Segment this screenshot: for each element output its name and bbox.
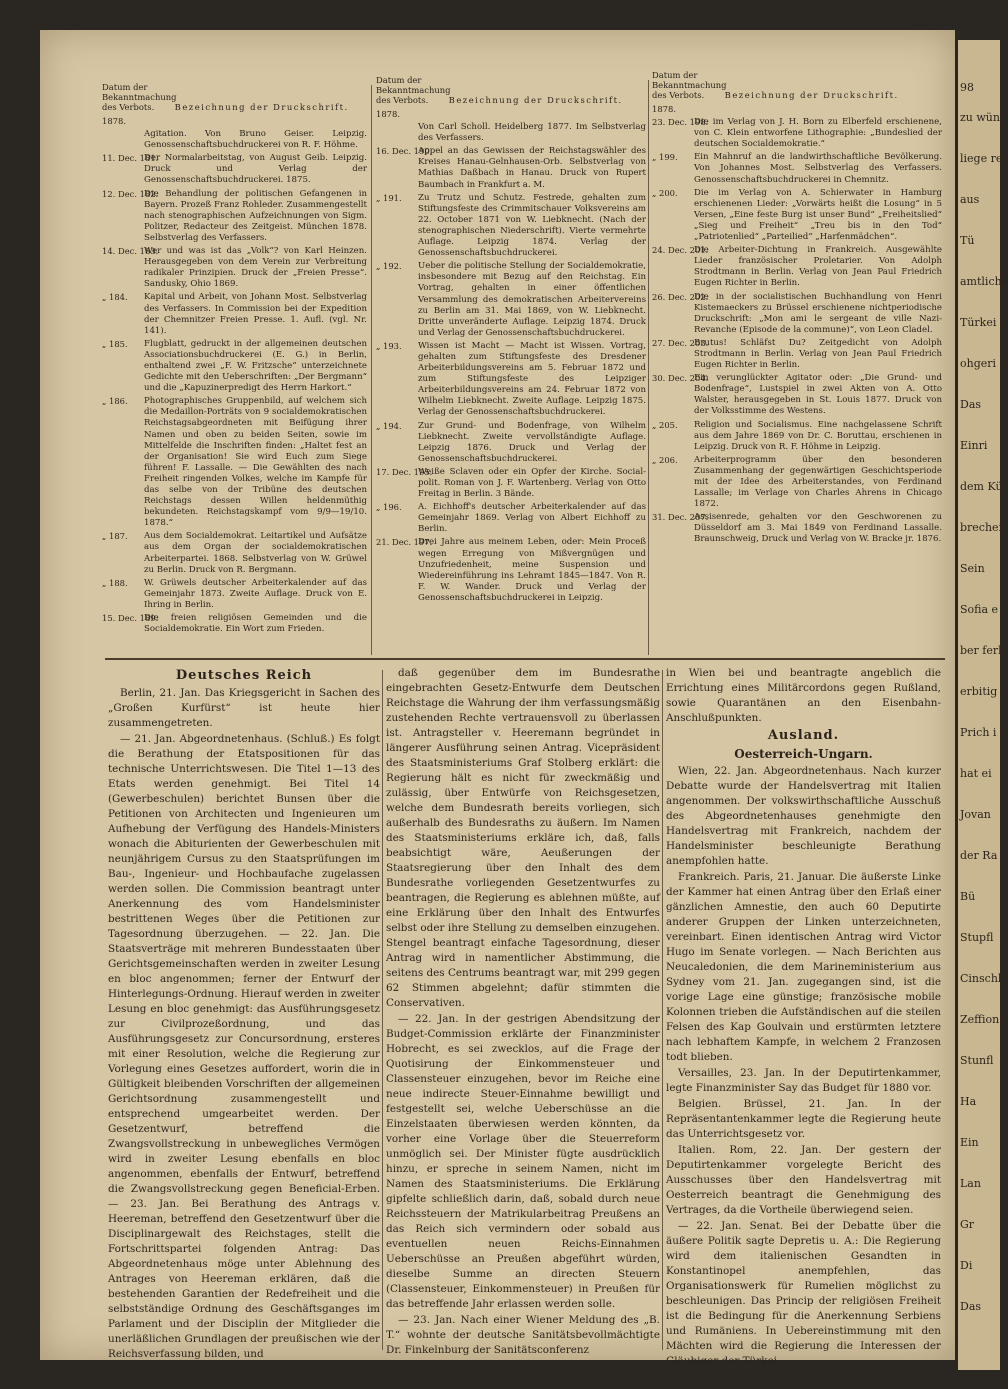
- ban-title: Von Carl Scholl. Heidelberg 1877. Im Selbstverlag des Verfassers.: [418, 122, 646, 144]
- ban-entry: [102, 396, 367, 529]
- title-label: Bezeichnung der Druckschrift.: [448, 95, 623, 105]
- ban-date: „ 188.: [102, 577, 128, 588]
- strip-fragment: Di: [960, 1259, 973, 1272]
- ban-date: 30. Dec. 204.: [652, 373, 709, 384]
- title-label: Bezeichnung der Druckschrift.: [724, 90, 899, 100]
- ban-table-col3: [652, 70, 942, 548]
- ban-date: 11. Dec. 181.: [102, 153, 159, 164]
- ban-date: „ 187.: [102, 531, 128, 542]
- ban-title: Die in der socialistischen Buchhandlung von Henri Kistemaeckers zu Brüssel erschienene nichtperiodische Druckschrift: „Mon ami le sergeant de ville Nazi-Revanche (Episode de la commune)“, von Leon Cladel.: [694, 291, 942, 335]
- ban-entry: [652, 245, 942, 289]
- ban-title: Aus dem Socialdemokrat. Leitartikel und Aufsätze aus dem Organ der socialdemokratischen Arbeiterpartei. 1868. Selbstverlag von W. Grüwel zu Berlin. Druck von R. Bergmann.: [144, 531, 367, 575]
- strip-fragment: Sofia e: [960, 603, 999, 616]
- column-rule: [371, 85, 372, 655]
- heading-ausland: Ausland.: [767, 728, 840, 743]
- strip-fragment: erbitig: [960, 685, 998, 698]
- ban-entry: [376, 122, 646, 144]
- ban-date: „ 192.: [376, 261, 402, 272]
- ban-date: [102, 129, 144, 151]
- date-label: Datum der Bekanntmachung des Verbots.: [102, 82, 177, 112]
- strip-fragment: Cinschl: [960, 972, 1002, 985]
- ban-table-col2: [376, 75, 646, 606]
- strip-fragment: Prich i: [960, 726, 997, 739]
- ban-entry: [102, 578, 367, 611]
- strip-fragment: aus: [960, 193, 980, 206]
- ban-entry: [102, 129, 367, 151]
- ban-title: Drei Jahre aus meinem Leben, oder: Mein Proceß wegen Erregung von Mißvergnügen und Unzufriedenheit, meine Suspension und Wiedereinführung ins Lehramt 1845—1847. Von R. F. W. Wander. Druck und Verlag der Genossenschaftsbuchdruckerei in Leipzig.: [418, 537, 646, 603]
- ban-title: Die im Verlag von A. Schierwater in Hamburg erschienenen Lieder: „Vorwärts heißt die Losung“ in 5 Versen, „Eine feste Burg ist unser Bund“ „Freiheitslied“ „Sieg und Freiheit“ „Treu bis in den Tod“ „Patriotenlied“ „Parteilied“ „Harfenmädchen“.: [694, 187, 942, 243]
- strip-fragment: ber ferl: [960, 644, 1002, 657]
- strip-fragment: Das: [960, 1300, 982, 1313]
- ban-date: „ 193.: [376, 340, 402, 351]
- ban-date: 14. Dec. 183.: [102, 246, 159, 257]
- ban-entry: [102, 613, 367, 635]
- strip-fragment: hat ei: [960, 767, 992, 780]
- news-paragraph: Versailles, 23. Jan. In der Deputirtenkammer, legte Finanzminister Say das Budget für 1880 vor.: [666, 1067, 941, 1094]
- ban-entry: [652, 152, 942, 185]
- ban-entry: [652, 455, 942, 510]
- ban-entry: [652, 420, 942, 453]
- ban-date: 24. Dec. 201.: [652, 245, 709, 256]
- ban-title: Die Arbeiter-Dichtung in Frankreich. Ausgewählte Lieder französischer Proletarier. Von Adolph Strodtmann in Berlin. Verlag von Jean Paul Friedrich Eugen Richter in Berlin.: [694, 245, 942, 289]
- ban-title: W. Grüwels deutscher Arbeiterkalender auf das Gemeinjahr 1873. Zweite Auflage. Druck von E. Ihring in Berlin.: [144, 577, 367, 610]
- table-header: [102, 82, 367, 112]
- strip-fragment: Ha: [960, 1095, 977, 1108]
- ban-title: Ein verunglückter Agitator oder: „Die Grund- und Bodenfrage“, Lustspiel in zwei Akten von A. Otto Walster, herausgegeben in St. Louis 1877. Druck von der Volksstimme des Westens.: [694, 373, 942, 417]
- ban-title: Die Behandlung der politischen Gefangenen in Bayern. Prozeß Franz Rohleder. Zusammengestellt nach stenographischen Aufzeichnungen von Sigm. Politzer, Redacteur des Zeitgeist. München 1878. Selbstverlag des Verfassers.: [144, 188, 367, 243]
- ban-date: 21. Dec. 197.: [376, 537, 433, 548]
- ban-date: [376, 122, 418, 144]
- ban-date: 31. Dec. 207.: [652, 512, 709, 523]
- title-label: Bezeichnung der Druckschrift.: [174, 102, 349, 112]
- ban-title: Ueber die politische Stellung der Socialdemokratie, insbesondere mit Bezug auf den Reichstag. Ein Vortrag, gehalten in einer öffentlichen Versammlung des demokratischen Arbeitervereins zu Berlin am 31. Mai 1869, von W. Liebknecht. Dritte unveränderte Auflage. Leipzig 1874. Druck und Verlag der Genossenschaftsbuchdruckerei.: [418, 261, 646, 338]
- ban-date: 15. Dec. 189.: [102, 613, 159, 624]
- ban-date: „ 194.: [376, 420, 402, 431]
- ban-title: Zu Trutz und Schutz. Festrede, gehalten zum Stiftungsfeste des Crimmitschauer Volksvereins am 22. October 1871 von W. Liebknecht. (Nach der stenographischen Niederschrift). Vierte vermehrte Auflage. Leipzig 1874. Verlag der Genossenschaftsbuchdruckerei.: [418, 192, 646, 259]
- heading-deutsches-reich: Deutsches Reich: [175, 668, 313, 683]
- ban-table-col1: [102, 82, 367, 637]
- ban-title: Photographisches Gruppenbild, auf welchem sich die Medaillon-Porträts von 9 socialdemokratischen Reichstagsabgeordneten mit Beifügung ihrer Namen und oben zu beiden Seiten, sowie im Mittelfelde die Inschriften finden: „Haltet fest an der Organisation! Sie wird Euch zum Siege führen! F. Lassalle. — Die Gewählten des nach Freiheit ringenden Volkes, welche im Kampfe für das selbe von der Tribüne des deutschen Reichstags dessen Willen heldenmüthig bekundeten. Reichstagskampf vom 9/9—19/10. 1878.“: [144, 396, 367, 529]
- column-rule: [648, 80, 649, 655]
- strip-fragment: Sein: [960, 562, 985, 575]
- table-header: [652, 70, 942, 100]
- strip-fragment: dem Kü: [960, 480, 1003, 493]
- ban-date: 26. Dec. 202.: [652, 291, 709, 302]
- ban-date: 17. Dec. 195.: [376, 466, 433, 477]
- ban-title: Wer und was ist das „Volk“? von Karl Heinzen. Herausgegeben von dem Verein zur Verbreitung radikaler Prinzipien. Druck der „Freien Presse“. Sandusky, Ohio 1869.: [144, 246, 367, 290]
- ban-entry: [102, 153, 367, 186]
- news-paragraph: Italien. Rom, 22. Jan. Der gestern der Deputirtenkammer vorgelegte Bericht des Ausschusses über den Handelsvertrag mit Oesterreich beantragt die Genehmigung des Vertrages, da die Vortheile überwiegend seien.: [666, 1144, 941, 1216]
- news-paragraph: Belgien. Brüssel, 21. Jan. In der Repräsentantenkammer legte die Regierung heute das Unterrichtsgesetz vor.: [666, 1098, 941, 1140]
- ban-title: Agitation. Von Bruno Geiser. Leipzig. Genossenschaftsbuchdruckerei von R. F. Höhme.: [144, 129, 367, 151]
- strip-fragment: Stunfl: [960, 1054, 994, 1067]
- ban-date: „ 185.: [102, 338, 128, 349]
- ban-date: 27. Dec. 203.: [652, 337, 709, 348]
- ban-entry: [102, 339, 367, 394]
- ban-date: „ 205.: [652, 419, 678, 430]
- ban-entry: [102, 246, 367, 290]
- ban-title: Brutus! Schläfst Du? Zeitgedicht von Adolph Strodtmann in Berlin. Verlag von Jean Paul Friedrich Eugen Richter in Berlin.: [694, 337, 942, 371]
- news-paragraph: — 23. Jan. Nach einer Wiener Meldung des „B. T.“ wohnte der deutsche Sanitätsbevollmächtigte Dr. Finkelnburg der Sanitätsconferenz: [386, 1314, 660, 1356]
- strip-fragment: amtliche: [960, 275, 1008, 288]
- news-paragraph: Wien, 22. Jan. Abgeordnetenhaus. Nach kurzer Debatte wurde der Handelsvertrag mit Italien angenommen. Der volkswirthschaftliche Ausschuß des Abgeordnetenhauses genehmigte den Handelsvertrag mit Frankreich, nachdem der Handelsminister beschleunigte Berathung anempfohlen hatte.: [666, 765, 941, 867]
- ban-title: Arbeiterprogramm über den besonderen Zusammenhang der gegenwärtigen Geschichtsperiode mit der Idee des Arbeiterstandes, von Ferdinand Lassalle; im Verlage von Charles Ahrens in Chicago 1872.: [694, 454, 942, 510]
- adjacent-page-strip: [958, 40, 1008, 1370]
- ban-entry: [652, 338, 942, 371]
- ban-title: Flugblatt, gedruckt in der allgemeinen deutschen Associationsbuchdruckerei (E. G.) in Berlin, enthaltend zwei „F. W. Fritzsche“ unterzeichnete Gedichte mit den Ueberschriften: „Der Bergmann“ und die „Kapuzinerpredigt des Herrn Harkort.“: [144, 338, 367, 394]
- ban-title: Kapital und Arbeit, von Johann Most. Selbstverlag des Verfassers. In Commission bei der Expedition der Chemnitzer Freien Presse. 1. Aufl. (vgl. Nr. 141).: [144, 292, 367, 336]
- ban-entry: [102, 189, 367, 244]
- year-label: 1878.: [652, 104, 676, 114]
- ban-title: Weiße Sclaven oder ein Opfer der Kirche. Social-polit. Roman von J. F. Wartenberg. Verlag von Otto Freitag in Berlin. 3 Bände.: [418, 466, 646, 500]
- strip-fragment: Ein: [960, 1136, 979, 1149]
- strip-fragment: Lan: [960, 1177, 981, 1190]
- col3-intro: in Wien bei und beantragte angeblich die Errichtung eines Militärcordons gegen Rußland, sowie Quarantänen an den Eisenbahn-Anschlußpunkten.: [666, 667, 941, 724]
- strip-fragment: Türkei: [960, 316, 997, 329]
- ban-date: „ 206.: [652, 454, 678, 465]
- ban-title: Der Normalarbeitstag, von August Geib. Leipzig. Druck und Verlag der Genossenschaftsbuchdruckerei. 1875.: [144, 153, 367, 186]
- ban-entry: [376, 261, 646, 339]
- column-rule: [382, 670, 383, 1350]
- ban-entry: [376, 341, 646, 419]
- strip-fragment: Das: [960, 398, 982, 411]
- ban-entry: [102, 292, 367, 336]
- date-label: Datum der Bekanntmachung des Verbots.: [376, 75, 451, 105]
- ban-entry: [652, 512, 942, 545]
- ban-entry: [376, 421, 646, 465]
- strip-fragment: brechei: [960, 521, 1003, 534]
- ban-title: Assisenrede, gehalten vor den Geschworenen zu Düsseldorf am 3. Mai 1849 von Ferdinand Lassalle. Braunschweig, Druck und Verlag von W. Bracke jr. 1876.: [694, 512, 942, 545]
- ban-title: A. Eichhoff's deutscher Arbeiterkalender auf das Gemeinjahr 1869. Verlag von Albert Eichhoff zu Berlin.: [418, 502, 646, 535]
- ban-entry: [102, 531, 367, 575]
- news-col2: [386, 666, 660, 1359]
- news-paragraph: Berlin, 21. Jan. Das Kriegsgericht in Sachen des „Großen Kurfürst“ ist heute hier zusammengetreten.: [108, 687, 380, 729]
- ban-entry: [376, 537, 646, 604]
- news-paragraph: daß gegenüber dem im Bundesrathe eingebrachten Gesetz-Entwurfe dem Deutschen Reichstage die Wahrung der ihm verfassungsmäßig zustehenden Rechte vertrauensvoll zu überlassen ist. Antragsteller v. Heeremann begründet in längerer Ausführung seinen Antrag. Vicepräsident des Staatsministeriums Graf Stolberg erklärt: die Regierung hält es nicht für zweckmäßig und zulässig, über Entwürfe von Reichsgesetzen, welche dem Bundesrath bereits vorliegen, sich außerhalb des Bundesraths zu äußern. Im Namen des Staatsministeriums erkläre ich, daß, falls beabsichtigt wäre, Aeußerungen der Staatsregierung über den Inhalt des dem Bundesrathe vorliegenden Gesetzentwurfes zu beantragen, die Regierung es ablehnen müßte, auf eine Erklärung über den Inhalt des Entwurfes selbst oder ihre Stellung zu demselben einzugehen. Stengel beantragt einfache Tagesordnung, dieser Antrag wird in namentlicher Abstimmung, die seitens des Centrums beantragt war, mit 299 gegen 62 Stimmen abgelehnt; dafür stimmten die Conservativen.: [386, 667, 660, 1009]
- ban-date: 16. Dec. 190.: [376, 146, 433, 157]
- ban-date: „ 196.: [376, 502, 402, 513]
- strip-fragment: Stupfl: [960, 931, 994, 944]
- ban-date: „ 184.: [102, 292, 128, 303]
- strip-fragment: Gr: [960, 1218, 975, 1231]
- news-col1: [108, 666, 380, 1363]
- ban-entry: [652, 373, 942, 417]
- ban-title: Die freien religiösen Gemeinden und die Socialdemokratie. Ein Wort zum Frieden.: [144, 613, 367, 635]
- ban-date: „ 200.: [652, 187, 678, 198]
- ban-entry: [376, 502, 646, 535]
- strip-fragment: Jovan: [960, 808, 991, 821]
- news-paragraph: — 22. Jan. In der gestrigen Abendsitzung der Budget-Commission erklärte der Finanzminister Hobrecht, es sei zwecklos, auf die Frage der Quotisirung der Einkommensteuer und Classensteuer einzugehen, bevor im Reiche eine neue indirecte Steuer-Einnahme bewilligt und festgestellt sei, welche Ueberschüsse an die Einzelstaaten überwiesen werden könnten, da vorher eine Vorlage über die Steuerreform unmöglich sei. Der Minister fügte ausdrücklich hinzu, er spreche in seinem Namen, nicht im Namen des Staatsministeriums. Die Erklärung gipfelte schließlich darin, daß, sobald durch neue Reichssteuern der Matrikularbeitrag Preußens an das Reich sich vermindern oder sobald aus eventuellen neuen Reichs-Einnahmen Ueberschüsse an Preußen abgeführt würden, dieselbe Summe an directen Steuern (Classensteuer, Einkommensteuer) in Preußen für das betreffende Jahr erlassen werden solle.: [386, 1013, 660, 1310]
- news-paragraph: — 22. Jan. Senat. Bei der Debatte über die äußere Politik sagte Depretis u. A.: Die Regierung wird dem italienischen Gesandten in Konstantinopel anempfehlen, das Organisationswerk für Rumelien möglichst zu beschleunigen. Das Princip der religiösen Freiheit ist die Bedingung für die Anerkennung Serbiens und Rumäniens. In Uebereinstimmung mit den Mächten wird die Regierung die Interessen der Gläubiger der Türkei: [666, 1220, 941, 1367]
- strip-fragment: Bü: [960, 890, 976, 903]
- news-paragraph: Frankreich. Paris, 21. Januar. Die äußerste Linke der Kammer hat einen Antrag über den Erlaß einer gänzlichen Amnestie, den auch 60 Deputirte anderer Gruppen der Linken unterzeichneten, vereinbart. Einen identischen Antrag wird Victor Hugo im Senate vorlegen. — Nach Berichten aus Neucaledonien, die dem Marineministerium aus Sydney vom 21. Jan. zugegangen sind, ist die vorige Lage eine günstige; französische mobile Kolonnen trieben die Aufständischen auf die steilen Felsen des Kap Goulvain und erstürmten letztere nach lebhaftem Kampfe, in welchem 2 Franzosen todt blieben.: [666, 871, 941, 1063]
- ban-date: „ 186.: [102, 396, 128, 407]
- newspaper-page: [40, 30, 955, 1367]
- ban-title: Zur Grund- und Bodenfrage, von Wilhelm Liebknecht. Zweite vervollständigte Auflage. Leipzig 1876. Druck und Verlag der Genossenschaftsbuchdruckerei.: [418, 420, 646, 464]
- ban-title: Wissen ist Macht — Macht ist Wissen. Vortrag, gehalten zum Stiftungsfeste des Dresdener Arbeiterbildungsvereins am 5. Februar 1872 und zum Stiftungsfeste des Leipziger Arbeiterbildungsvereins am 24. Februar 1872 von Wilhelm Liebknecht. Zweite Auflage. Leipzig 1875. Verlag der Genossenschaftsbuchdruckerei.: [418, 340, 646, 418]
- news-col3: [666, 666, 941, 1370]
- ban-title: Appel an das Gewissen der Reichstagswähler des Kreises Hanau-Gelnhausen-Orb. Selbstverlag von Mathias Daßbach in Hanau. Druck von Rupert Baumbach in Frankfurt a. M.: [418, 146, 646, 190]
- year-label: 1878.: [102, 116, 126, 126]
- ban-date: 23. Dec. 198.: [652, 117, 709, 128]
- ban-entry: [376, 467, 646, 500]
- ban-entry: [376, 146, 646, 190]
- ban-title: Religion und Socialismus. Eine nachgelassene Schrift aus dem Jahre 1869 von Dr. C. Boruttau, erschienen in Leipzig. Druck von R. F. Höhme in Leipzig.: [694, 419, 942, 452]
- ban-date: „ 199.: [652, 152, 678, 163]
- strip-fragment: liege re: [960, 152, 1003, 165]
- ban-entry: [376, 193, 646, 260]
- strip-fragment: zu wün: [960, 111, 1000, 124]
- table-header: [376, 75, 646, 105]
- section-rule: [105, 658, 945, 660]
- page-number: 98: [960, 81, 974, 94]
- ban-title: Die im Verlag von J. H. Born zu Elberfeld erschienene, von C. Klein entworfene Lithographie: „Bundeslied der deutschen Socialdemokratie.“: [694, 117, 942, 150]
- date-label: Datum der Bekanntmachung des Verbots.: [652, 70, 727, 100]
- strip-fragment: der Ra: [960, 849, 998, 862]
- ban-title: Ein Mahnruf an die landwirthschaftliche Bevölkerung. Von Johannes Most. Selbstverlag des Verfassers. Genossenschaftsbuchdruckerei in Chemnitz.: [694, 152, 942, 185]
- ban-entry: [652, 292, 942, 336]
- strip-fragment: Zeffion: [960, 1013, 1000, 1026]
- strip-fragment: Einri: [960, 439, 988, 452]
- strip-fragment: Tü: [960, 234, 975, 247]
- heading-oesterreich: Oesterreich-Ungarn.: [734, 747, 873, 761]
- strip-fragment: ohgeri: [960, 357, 997, 370]
- news-paragraph: — 21. Jan. Abgeordnetenhaus. (Schluß.) Es folgt die Berathung der Etatspositionen für das technische Unterrichtswesen. Die Titel 1—13 des Etats werden genehmigt. Bei Titel 14 (Gewerbeschulen) berichtet Bunsen über die Petitionen von Architecten und Ingenieuren um Aufhebung der Verfügung des Handels-Ministers wonach die Abiturienten der Gewerbeschulen mit neunjährigem Cursus zu den Staatsprüfungen im Bau-, Ingenieur- und Hochbaufache zugelassen werden sollen. Die Commission beantragt unter Anerkennung des vom Handelsminister bestrittenen Weges über die Petitionen zur Tagesordnung überzugehen. — 22. Jan. Die Staatsverträge mit mehreren Bundesstaaten über Gerichtsgemeinschaften werden in zweiter Lesung en bloc angenommen; ferner der Entwurf der Hinterlegungs-Ordnung. Hierauf werden in zweiter Lesung en bloc genehmigt: das Ausführungsgesetz zur Civilprozeßordnung, und das Ausführungsgesetz zur Concursordnung, ersteres mit einer Resolution, welche die Regierung zur Vorlegung eines Gesetzes auffordert, worin die in Gültigkeit bleibenden Vorschriften der allgemeinen Gerichtsordnung zusammengestellt und entsprechend umgearbeitet werden. Der Gesetzentwurf, betreffend die Zwangsvollstreckung in unbewegliches Vermögen wird in zweiter Lesung ebenfalls en bloc angenommen, ebenfalls der Entwurf, betreffend die Zwangsvollstreckung gegen Beneficial-Erben. — 23. Jan. Bei Berathung des Antrags v. Heereman, betreffend den Gesetzentwurf über die Disciplinargewalt des Reichstages, stellt die Fortschrittspartei folgenden Antrag: Das Abgeordnetenhaus möge unter Ablehnung des Antrages von Heereman erklären, daß die bestehenden Garantien der Redefreiheit und die selbstständige Ordnung des Geschäftsganges im Parlament und der Disciplin der Mitglieder die unerläßlichen Grundlagen der preußischen wie der Reichsverfassung bilden, und: [108, 733, 380, 1360]
- ban-entry: [652, 188, 942, 243]
- ban-date: „ 191.: [376, 192, 402, 203]
- ban-entry: [652, 117, 942, 150]
- column-rule: [662, 670, 663, 1350]
- ban-date: 12. Dec. 182.: [102, 188, 159, 199]
- year-label: 1878.: [376, 109, 400, 119]
